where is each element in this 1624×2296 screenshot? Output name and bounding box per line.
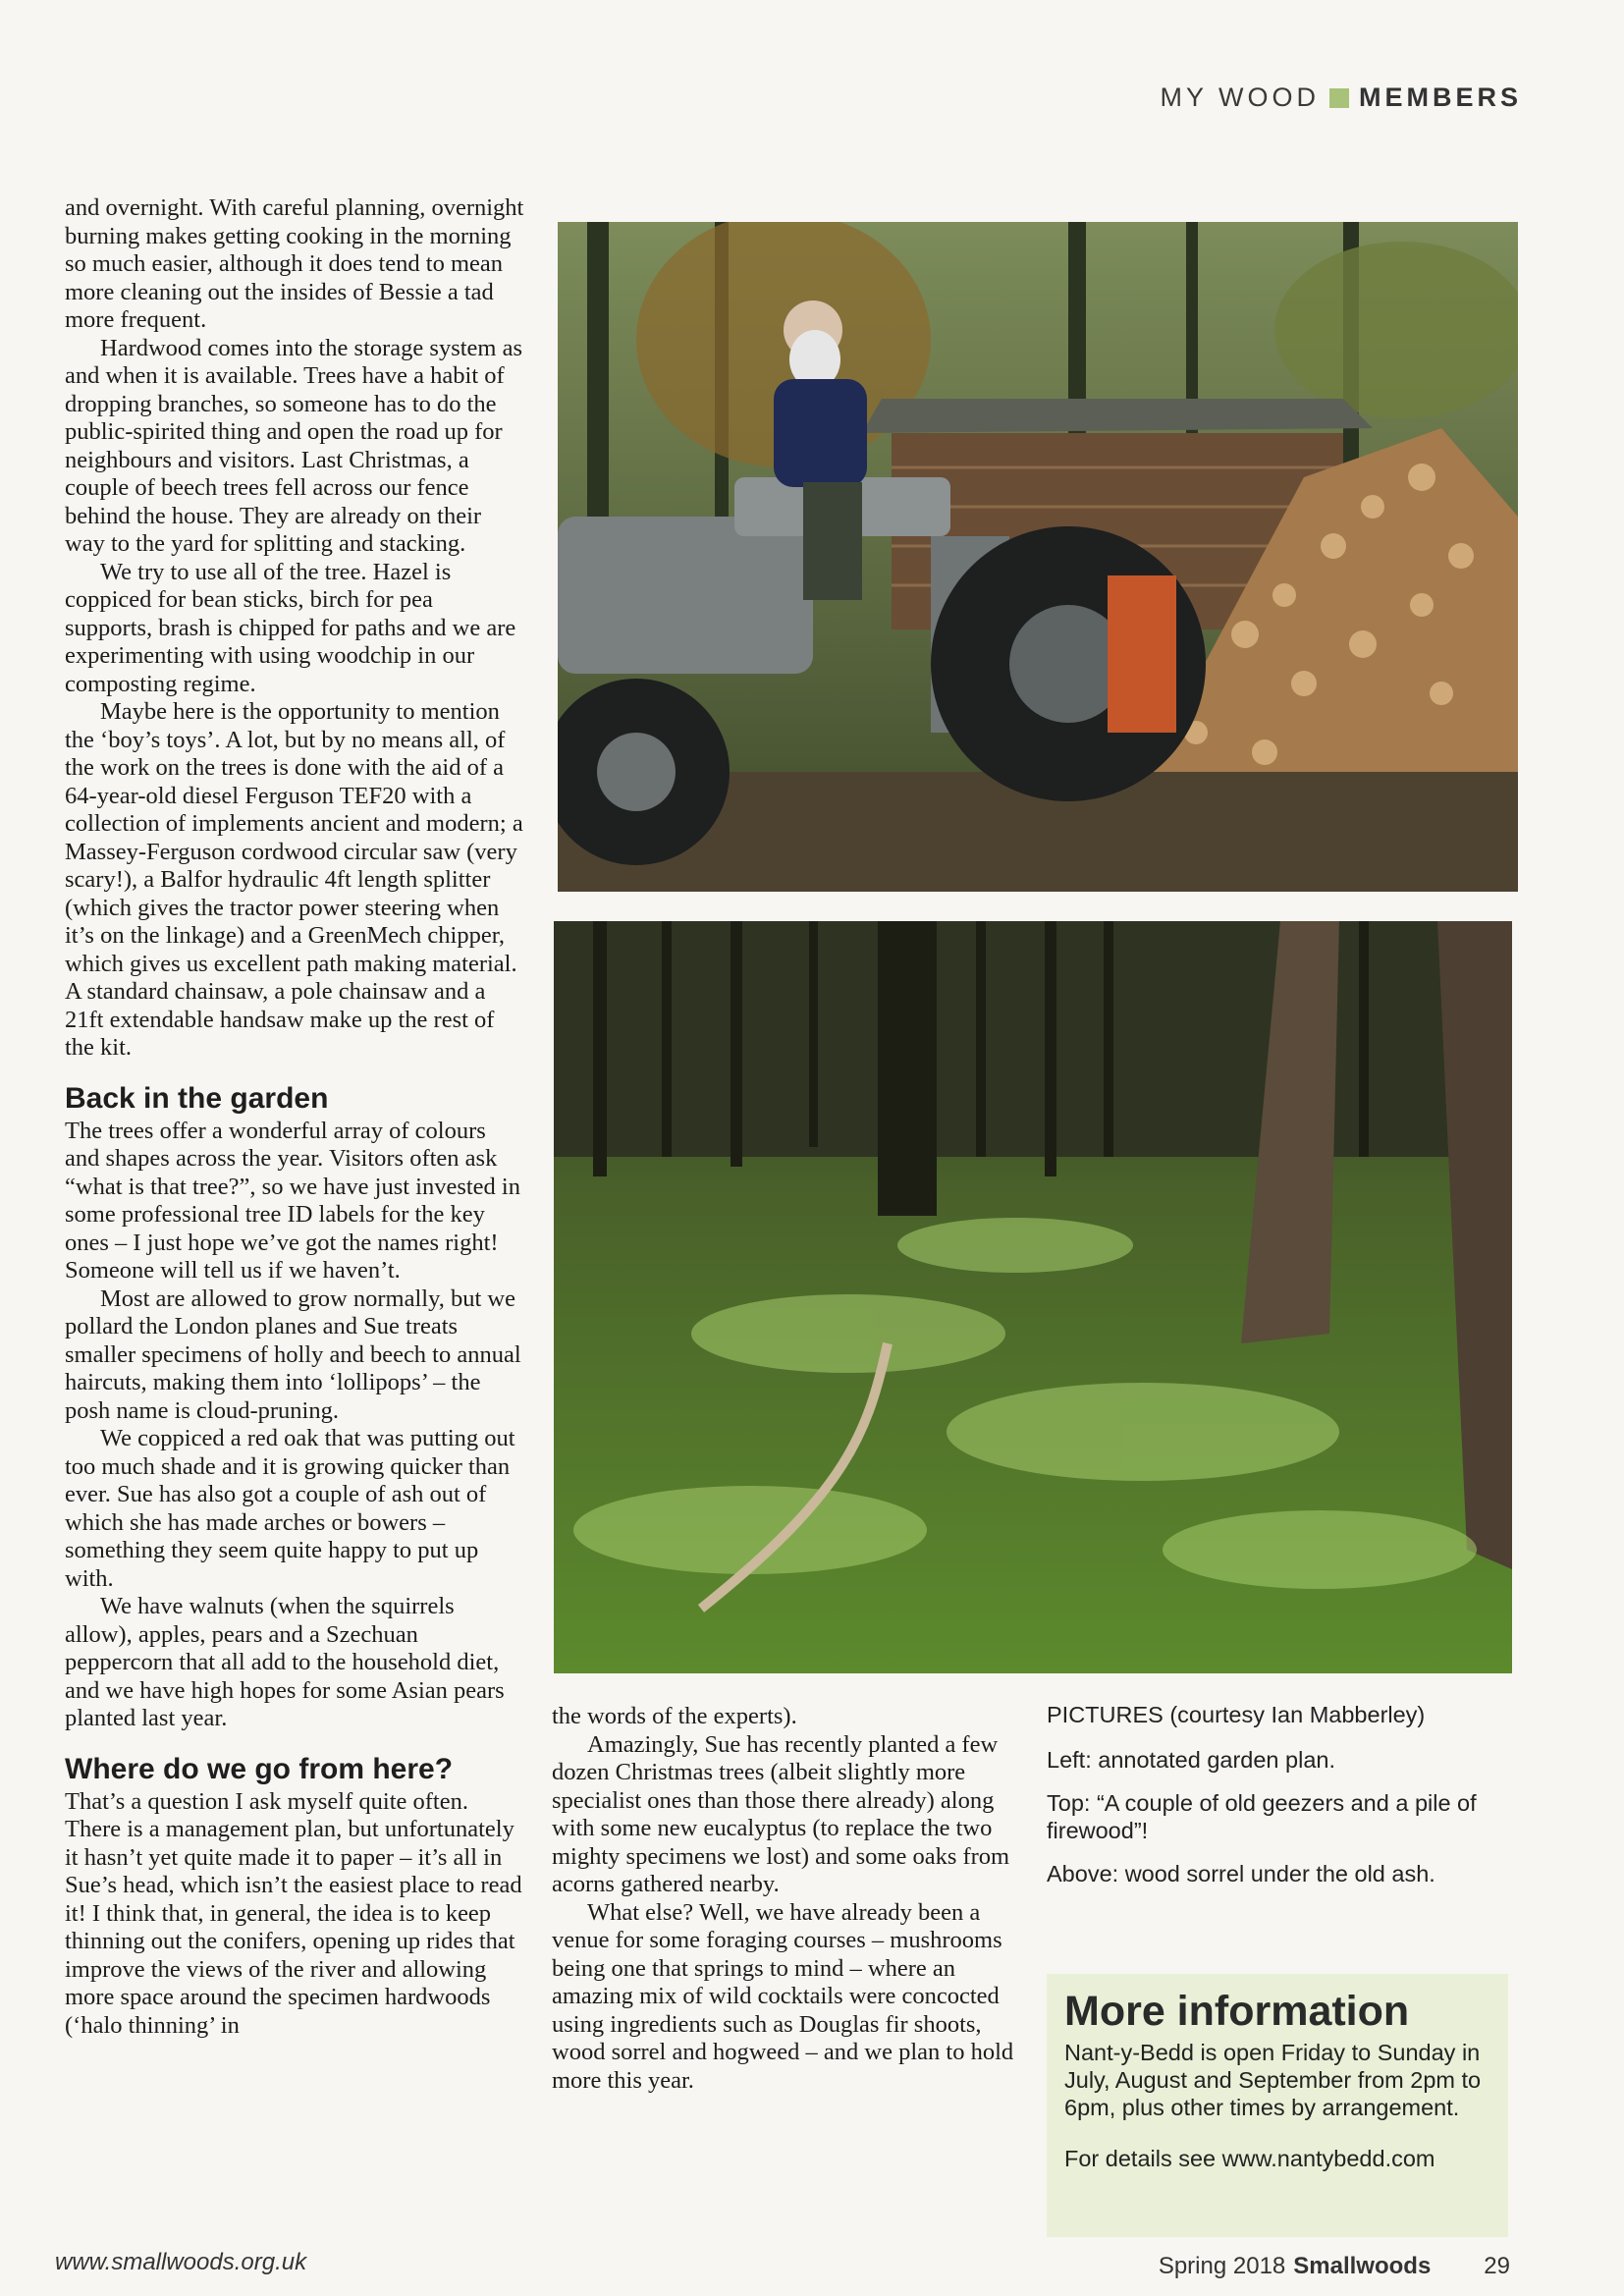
magazine-name: Smallwoods bbox=[1293, 2253, 1432, 2279]
issue-date: Spring 2018 bbox=[1158, 2253, 1286, 2279]
picture-captions bbox=[1047, 1701, 1528, 1903]
footer-url: www.smallwoods.org.uk bbox=[55, 2249, 307, 2275]
info-details: For details see www.nantybedd.com bbox=[1064, 2146, 1435, 2171]
paragraph: We have walnuts (when the squirrels allow), apples, pears and a Szechuan peppercorn that all add to the household diet, and we have high hopes for some Asian pears planted last year. bbox=[65, 1593, 505, 1731]
subheading-back-in-garden: Back in the garden bbox=[65, 1081, 329, 1115]
tractor-photo bbox=[558, 222, 1518, 892]
paragraph: Most are allowed to grow normally, but we pollard the London planes and Sue treats smaller specimens of holly and beech to annual haircuts, making them into ‘lollipops’ – the posh name is cloud-pruning. bbox=[65, 1285, 521, 1424]
picture-credit: PICTURES (courtesy Ian Mabberley) bbox=[1047, 1702, 1426, 1727]
forest-photo bbox=[554, 921, 1512, 1673]
header-category: MEMBERS bbox=[1358, 82, 1522, 112]
caption-top: Top: “A couple of old geezers and a pile of firewood”! bbox=[1047, 1790, 1477, 1843]
footer-issue bbox=[1159, 2253, 1510, 2280]
square-bullet-icon bbox=[1329, 88, 1349, 108]
info-title: More information bbox=[1064, 1988, 1410, 2035]
running-header bbox=[1160, 82, 1522, 113]
caption-above: Above: wood sorrel under the old ash. bbox=[1047, 1861, 1435, 1886]
article-column-2 bbox=[552, 1703, 1021, 2095]
info-body: Nant-y-Bedd is open Friday to Sunday in July, August and September from 2pm to 6pm, plus other times by arrangement. bbox=[1064, 2040, 1482, 2120]
paragraph: Maybe here is the opportunity to mention the ‘boy’s toys’. A lot, but by no means all, of the work on the trees is done with the aid of a 64-year-old diesel Ferguson TEF20 with a collection of implements ancient and modern; a Massey-Ferguson cordwood circular saw (very scary!), a Balfor hydraulic 4ft length splitter (which gives the tractor power steering when it’s on the linkage) and a GreenMech chipper, which gives us excellent path making material. A standard chainsaw, a pole chainsaw and a 21ft extendable handsaw make up the rest of the kit. bbox=[65, 698, 523, 1061]
paragraph: Hardwood comes into the storage system as and when it is available. Trees have a habit of dropping branches, so someone has to do the public-spirited thing and open the road up for neighbours and visitors. Last Christmas, a couple of beech trees fell across our fence behind the house. They are already on their way to the yard for splitting and stacking. bbox=[65, 334, 523, 557]
header-section: MY WOOD bbox=[1160, 82, 1320, 112]
paragraph: We try to use all of the tree. Hazel is coppiced for bean sticks, birch for pea supports, brash is chipped for paths and we are experimenting with using woodchip in our composting regime. bbox=[65, 558, 516, 697]
paragraph: We coppiced a red oak that was putting out too much shade and it is growing quicker than ever. Sue has also got a couple of ash out of which she has made arches or bowers – something they seem quite happy to put up with. bbox=[65, 1425, 515, 1592]
paragraph: the words of the experts). bbox=[552, 1703, 797, 1729]
caption-left: Left: annotated garden plan. bbox=[1047, 1747, 1335, 1773]
paragraph: That’s a question I ask myself quite often. There is a management plan, but unfortunately it hasn’t yet quite made it to paper – it’s all in Sue’s head, which isn’t the easiest place to read it! I think that, in general, the idea is to keep thinning out the conifers, opening up rides that improve the views of the river and allowing more space around the specimen hardwoods (‘halo thinning’ in bbox=[65, 1787, 522, 2039]
paragraph: The trees offer a wonderful array of colours and shapes across the year. Visitors often ask “what is that tree?”, so we have just invested in some professional tree ID labels for the key ones – I just hope we’ve got the names right! Someone will tell us if we haven’t. bbox=[65, 1117, 520, 1284]
paragraph: What else? Well, we have already been a venue for some foraging courses – mushrooms being one that springs to mind – where an amazing mix of wild cocktails were concocted using ingredients such as Douglas fir shoots, wood sorrel and hogweed – and we plan to hold more this year. bbox=[552, 1898, 1014, 2094]
more-information-box bbox=[1047, 1974, 1508, 2237]
subheading-where-next: Where do we go from here? bbox=[65, 1752, 454, 1785]
article-column-1 bbox=[65, 194, 524, 2040]
page-number: 29 bbox=[1484, 2253, 1510, 2279]
paragraph: and overnight. With careful planning, overnight burning makes getting cooking in the morning so much easier, although it does tend to mean more cleaning out the insides of Bessie a tad more frequent. bbox=[65, 194, 524, 333]
paragraph: Amazingly, Sue has recently planted a few dozen Christmas trees (albeit slightly more specialist ones than those there already) along with some new eucalyptus (to replace the two mighty specimens we lost) and some oaks from acorns gathered nearby. bbox=[552, 1730, 1010, 1897]
